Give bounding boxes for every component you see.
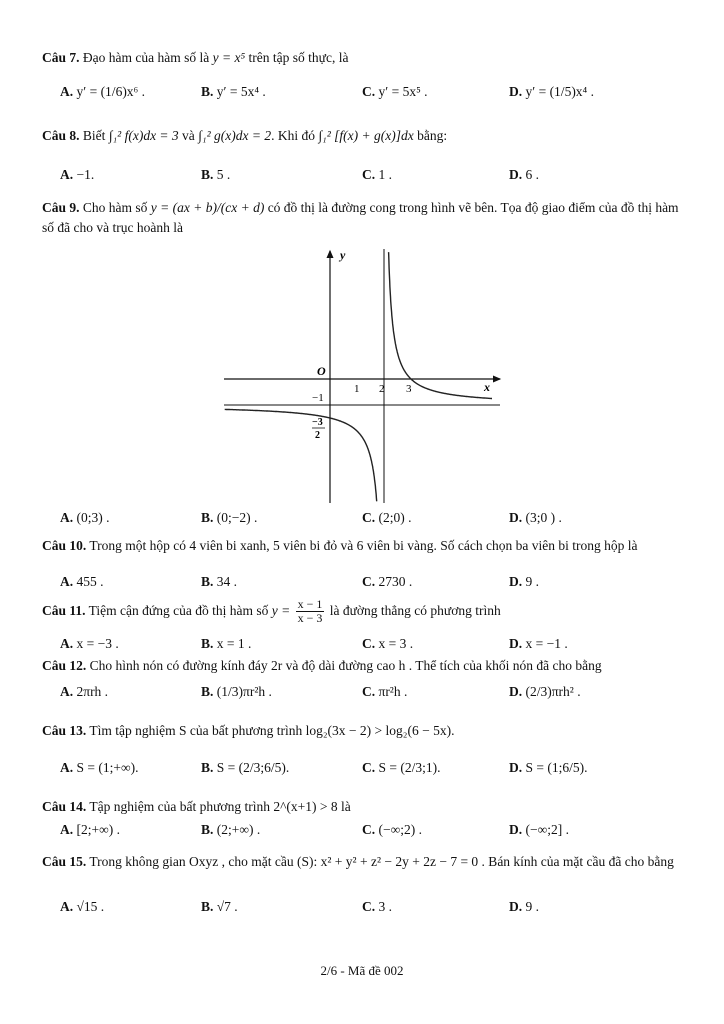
option-d[interactable]: D. (−∞;2] . [509,822,569,837]
option-c[interactable]: C. 2730 . [362,574,413,589]
options-q15 [60,899,680,921]
question-13 [42,721,682,741]
option-d[interactable]: D. 9 . [509,574,539,589]
option-c[interactable]: C. 3 . [362,899,392,914]
option-c[interactable]: C. x = 3 . [362,636,414,651]
option-d[interactable]: D. S = (1;6/5). [509,760,588,775]
option-b[interactable]: B. 5 . [201,167,231,182]
integral-f: ∫₁² f(x)dx = 3 [108,128,179,143]
question-label: Câu 11. [42,602,86,618]
fraction-numerator: x − 1 [297,597,323,611]
curve-left-branch [225,409,377,501]
option-c[interactable]: C. (−∞;2) . [362,822,422,837]
page-footer: 2/6 - Mã đề 002 [320,963,404,978]
options-q11 [60,636,680,658]
x-tick-2: 2 [379,383,385,395]
question-9 [42,198,682,237]
curve-right-branch [389,252,492,398]
function-expression: y = (ax + b)/(cx + d) [150,200,265,215]
option-d[interactable]: D. y′ = (1/5)x⁴ . [509,84,595,99]
option-b[interactable]: B. S = (2/3;6/5). [201,760,290,775]
option-c[interactable]: C. S = (2/3;1). [362,760,441,775]
function-expression: y = x⁵ [212,50,246,65]
options-q8 [60,167,680,189]
option-d[interactable]: D. 6 . [509,167,539,182]
option-c[interactable]: C. (2;0) . [362,510,412,525]
options-q13 [60,760,680,782]
option-a[interactable]: A. [2;+∞) . [60,822,120,837]
option-d[interactable]: D. (2/3)πrh² . [509,684,581,699]
question-12 [42,656,682,676]
option-c[interactable]: C. πr²h . [362,684,408,699]
option-a[interactable]: A. (0;3) . [60,510,110,525]
option-b[interactable]: B. y′ = 5x⁴ . [201,84,266,99]
question-text-tail: bằng: [417,128,448,143]
question-7 [42,48,682,68]
question-text: Đạo hàm của hàm số là [82,50,210,65]
question-label: Câu 9. [42,200,80,215]
x-tick-3: 3 [406,383,412,395]
option-a[interactable]: A. 2πrh . [60,684,109,699]
option-b[interactable]: B. (0;−2) . [201,510,258,525]
question-text-tail: trên tập số thực, là [248,50,349,65]
question-label: Câu 12. [42,658,87,673]
question-label: Câu 14. [42,799,87,814]
origin-label: O [317,364,326,378]
question-text: Biết [82,128,106,143]
option-b[interactable]: B. √7 . [201,899,238,914]
option-a[interactable]: A. S = (1;+∞). [60,760,139,775]
question-text: Cho hàm số [82,200,148,215]
options-q7 [60,84,680,106]
question-text: Cho hình nón có đường kính đáy 2r và độ dài đường cao h . Thể tích của khối nón đã cho bằng [89,658,602,673]
question-text: Tìm tập nghiệm S của bất phương trình log₂(3x − 2) > log₂(6 − 5x). [89,723,455,738]
options-q9 [60,510,680,532]
question-label: Câu 8. [42,128,80,143]
question-label: Câu 13. [42,723,87,738]
options-q14 [60,822,680,844]
x-axis-label: x [484,380,490,394]
y-tick-minus-1: −1 [312,392,324,404]
options-q10 [60,574,680,596]
question-14 [42,797,682,817]
question-text: . Khi đó [271,128,315,143]
question-text: Tiệm cận đứng của đồ thị hàm số [88,602,269,618]
option-d[interactable]: D. x = −1 . [509,636,568,651]
option-b[interactable]: B. (1/3)πr²h . [201,684,272,699]
question-label: Câu 10. [42,538,87,553]
question-text: Trong không gian Oxyz , cho mặt cầu (S): x² + y² + z² − 2y + 2z − 7 = 0 . Bán kính của mặt cầu đã cho bằng [89,854,674,869]
option-c[interactable]: C. 1 . [362,167,392,182]
y-intercept-numerator: −3 [312,417,323,428]
option-b[interactable]: B. 34 . [201,574,238,589]
fraction-denominator: x − 3 [297,611,323,626]
question-label: Câu 7. [42,50,80,65]
option-b[interactable]: B. x = 1 . [201,636,252,651]
function-fraction [296,598,325,625]
integral-g: ∫₁² g(x)dx = 2 [198,128,272,143]
option-b[interactable]: B. (2;+∞) . [201,822,261,837]
question-text-tail: có đồ thị là đường cong trong hình vẽ bên. Tọa độ giao điểm của đồ thị hàm số đã cho và trục hoành là [42,200,679,235]
option-c[interactable]: C. y′ = 5x⁵ . [362,84,428,99]
question-8 [42,126,682,146]
y-axis-label: y [340,248,346,262]
integral-sum: ∫₁² [f(x) + g(x)]dx [318,128,414,143]
option-a[interactable]: A. y′ = (1/6)x⁶ . [60,84,146,99]
option-a[interactable]: A. −1. [60,167,95,182]
option-a[interactable]: A. x = −3 . [60,636,119,651]
function-graph [222,245,506,505]
question-text: Tập nghiệm của bất phương trình 2^(x+1) > 8 là [89,799,351,814]
option-d[interactable]: D. 9 . [509,899,539,914]
question-text-tail: là đường thẳng có phương trình [329,602,501,618]
option-a[interactable]: A. 455 . [60,574,104,589]
option-a[interactable]: A. √15 . [60,899,105,914]
question-15 [42,852,682,872]
options-q12 [60,684,680,706]
question-10 [42,536,682,556]
question-text: Trong một hộp có 4 viên bi xanh, 5 viên bi đỏ và 6 viên bi vàng. Số cách chọn ba viên bi trong hộp là [89,538,638,553]
option-d[interactable]: D. (3;0 ) . [509,510,562,525]
conjunction: và [182,128,195,143]
y-intercept-denominator: 2 [315,430,320,441]
x-tick-1: 1 [354,383,360,395]
question-11: Câu 11. Tiệm cận đứng của đồ thị hàm số y = $\frac{x - 1}{x - 3}$ là đường thẳng có phương trình [42,597,501,626]
question-label: Câu 15. [42,854,87,869]
